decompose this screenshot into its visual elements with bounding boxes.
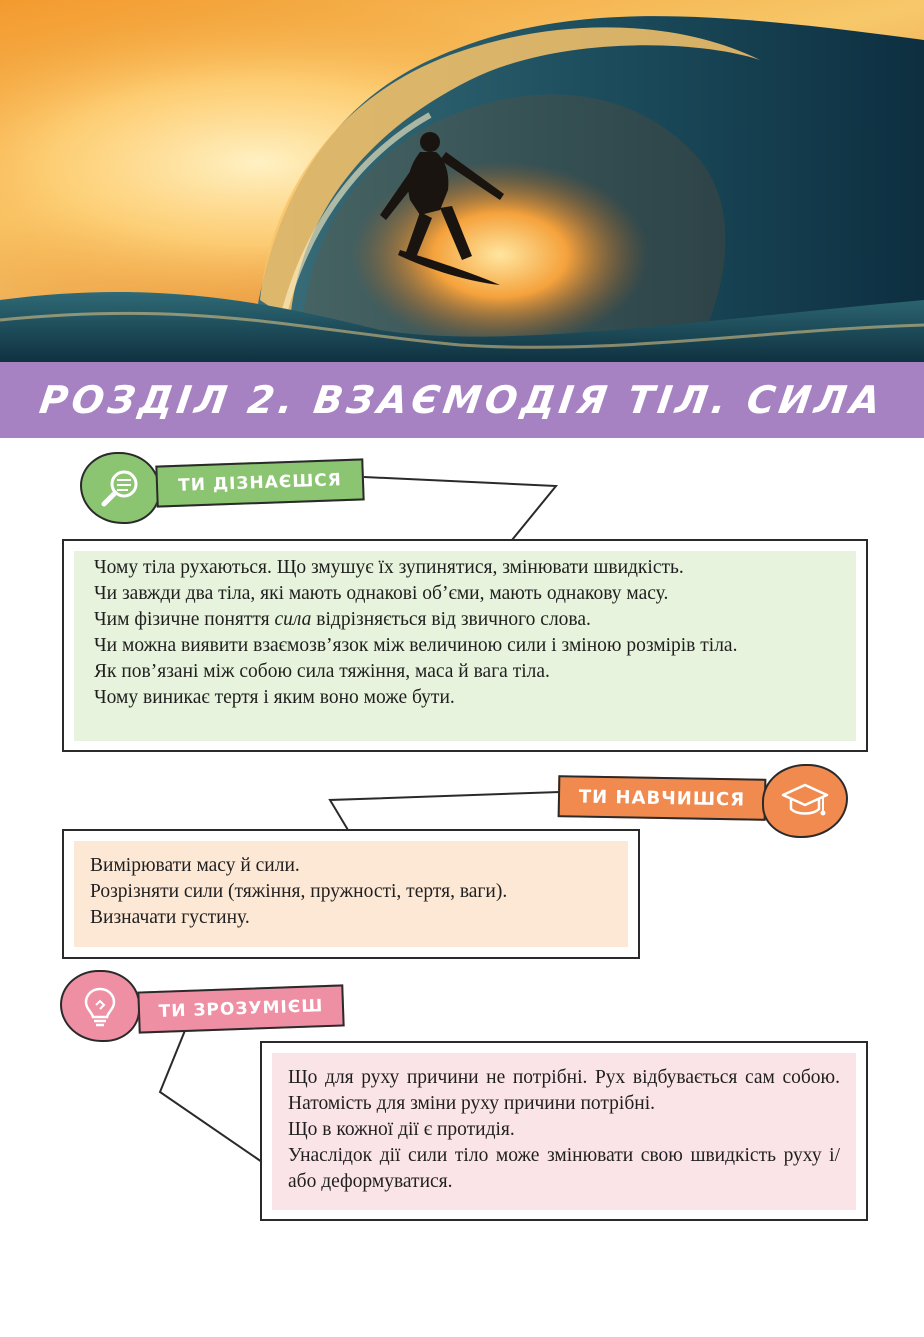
list-item: Що для руху причини не потрібні. Рух відбувається сам собою. Натомість для зміни руху причини потрібні. — [288, 1067, 840, 1114]
learn-badge-label: ТИ ДІЗНАЄШСЯ — [155, 458, 364, 507]
lightbulb-icon — [78, 983, 122, 1029]
skills-badge-circle — [762, 764, 848, 838]
understand-badge-circle — [60, 970, 140, 1042]
magnifier-icon — [98, 466, 142, 510]
skills-list — [74, 841, 628, 947]
list-item: Вимірювати масу й сили. — [90, 855, 300, 876]
understand-list — [272, 1053, 856, 1210]
list-item: Унаслідок дії сили тіло може змінювати свою швидкість руху і/або деформуватися. — [288, 1145, 840, 1192]
list-item: Чому виникає тертя і яким воно може бути. — [94, 687, 455, 708]
hero-image — [0, 0, 924, 362]
list-item: Що в кожної дії є протидія. — [288, 1119, 515, 1140]
list-item: Чому тіла рухаються. Що змушує їх зупинятися, змінювати швидкість. — [94, 557, 684, 578]
learn-box — [62, 539, 868, 752]
list-item: Чи можна виявити взаємозв’язок між величиною сили і зміною розмірів тіла. — [94, 635, 738, 656]
surfer-wave-illustration — [0, 0, 924, 362]
list-item: Як пов’язані між собою сила тяжіння, маса й вага тіла. — [94, 661, 550, 682]
chapter-title-band — [0, 362, 924, 438]
list-item: Чим фізичне поняття сила відрізняється від звичного слова. — [94, 609, 591, 630]
chapter-title: РОЗДІЛ 2. ВЗАЄМОДІЯ ТІЛ. СИЛА — [36, 378, 887, 422]
learn-list — [74, 551, 856, 741]
skills-box — [62, 829, 640, 959]
list-item: Чи завжди два тіла, які мають однакові об’єми, мають однакову масу. — [94, 583, 669, 604]
skills-badge-label: ТИ НАВЧИШСЯ — [558, 775, 767, 821]
graduation-cap-icon — [779, 779, 831, 823]
understand-box — [260, 1041, 868, 1221]
list-item: Розрізняти сили (тяжіння, пружності, тертя, ваги). — [90, 881, 508, 902]
learn-badge-circle — [80, 452, 160, 524]
list-item: Визначати густину. — [90, 907, 250, 928]
understand-badge-label: ТИ ЗРОЗУМІЄШ — [137, 984, 344, 1033]
